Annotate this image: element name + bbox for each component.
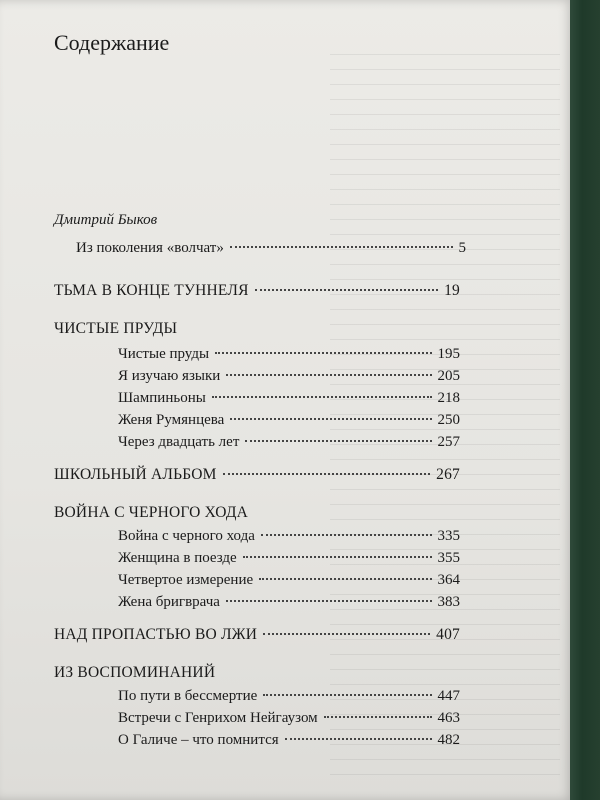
toc-section-page: 407: [436, 626, 460, 643]
leader-dots: [245, 439, 431, 442]
leader-dots: [324, 715, 432, 718]
toc-entry[interactable]: [118, 550, 460, 567]
toc-section[interactable]: [54, 466, 460, 484]
toc-entry-label: Четвертое измерение: [118, 572, 254, 588]
leader-dots: [215, 351, 431, 354]
toc-section-page: 267: [436, 466, 460, 483]
leader-dots: [261, 533, 432, 536]
toc-entry-page: 447: [437, 688, 460, 704]
toc-entry-label: Шампиньоны: [118, 390, 206, 406]
toc-entry-label: Женщина в поезде: [118, 550, 237, 566]
toc-entry-page: 257: [437, 434, 460, 450]
toc-section-title: ТЬМА В КОНЦЕ ТУННЕЛЯ: [54, 282, 249, 299]
toc-entry-page: 205: [437, 368, 460, 384]
toc-entry[interactable]: [118, 732, 460, 749]
toc-entry-page: 5: [458, 240, 466, 256]
toc-entry-label: О Галиче – что помнится: [118, 732, 279, 748]
toc-entry-label: Из поколения «волчат»: [76, 240, 224, 256]
toc-entry-page: 355: [437, 550, 460, 566]
toc-entry-label: Через двадцать лет: [118, 434, 240, 450]
toc-entry[interactable]: [76, 240, 466, 257]
leader-dots: [263, 693, 431, 696]
toc-entry-label: Война с черного хода: [118, 528, 255, 544]
toc-entry[interactable]: [118, 710, 460, 727]
toc-entry-page: 250: [437, 412, 460, 428]
toc-section-title: НАД ПРОПАСТЬЮ ВО ЛЖИ: [54, 626, 258, 643]
leader-dots: [212, 395, 432, 398]
leader-dots: [226, 599, 432, 602]
toc-section[interactable]: [54, 626, 460, 644]
page-title: Содержание: [54, 30, 170, 55]
leader-dots: [255, 288, 438, 291]
leader-dots: [243, 555, 432, 558]
toc-section-heading[interactable]: ЧИСТЫЕ ПРУДЫ: [54, 320, 178, 337]
toc-entry-page: 364: [437, 572, 460, 588]
toc-entry[interactable]: [118, 572, 460, 589]
leader-dots: [259, 577, 431, 580]
toc-entry-label: Жена бригврача: [118, 594, 220, 610]
toc-entry-page: 195: [437, 346, 460, 362]
toc-entry-label: Встречи с Генрихом Нейгаузом: [118, 710, 318, 726]
toc-section[interactable]: [54, 282, 460, 300]
toc-entry[interactable]: [118, 434, 460, 451]
leader-dots: [223, 472, 431, 475]
toc-section-heading[interactable]: ВОЙНА С ЧЕРНОГО ХОДА: [54, 504, 248, 521]
toc-entry[interactable]: [118, 368, 460, 385]
toc-entry[interactable]: [118, 594, 460, 611]
leader-dots: [230, 245, 453, 248]
toc-entry-label: Женя Румянцева: [118, 412, 225, 428]
leader-dots: [263, 632, 430, 635]
toc-section-heading[interactable]: ИЗ ВОСПОМИНАНИЙ: [54, 664, 216, 681]
leader-dots: [230, 417, 431, 420]
toc-entry-label: По пути в бессмертие: [118, 688, 258, 704]
toc-entry-label: Чистые пруды: [118, 346, 210, 362]
toc-entry-page: 463: [437, 710, 460, 726]
toc-entry[interactable]: [118, 412, 460, 429]
show-through-text: [330, 40, 560, 780]
toc-entry-page: 218: [437, 390, 460, 406]
toc-entry-page: 383: [437, 594, 460, 610]
toc-entry[interactable]: [118, 346, 460, 363]
author-name: Дмитрий Быков: [54, 212, 158, 228]
toc-entry[interactable]: [118, 390, 460, 407]
toc-entry[interactable]: [118, 688, 460, 705]
toc-entry-page: 482: [437, 732, 460, 748]
toc-section-title: ШКОЛЬНЫЙ АЛЬБОМ: [54, 466, 217, 483]
toc-entry-page: 335: [437, 528, 460, 544]
toc-entry[interactable]: [118, 528, 460, 545]
toc-section-page: 19: [444, 282, 460, 299]
toc-entry-label: Я изучаю языки: [118, 368, 221, 384]
leader-dots: [285, 737, 432, 740]
book-cover-edge: [570, 0, 600, 800]
leader-dots: [226, 373, 431, 376]
